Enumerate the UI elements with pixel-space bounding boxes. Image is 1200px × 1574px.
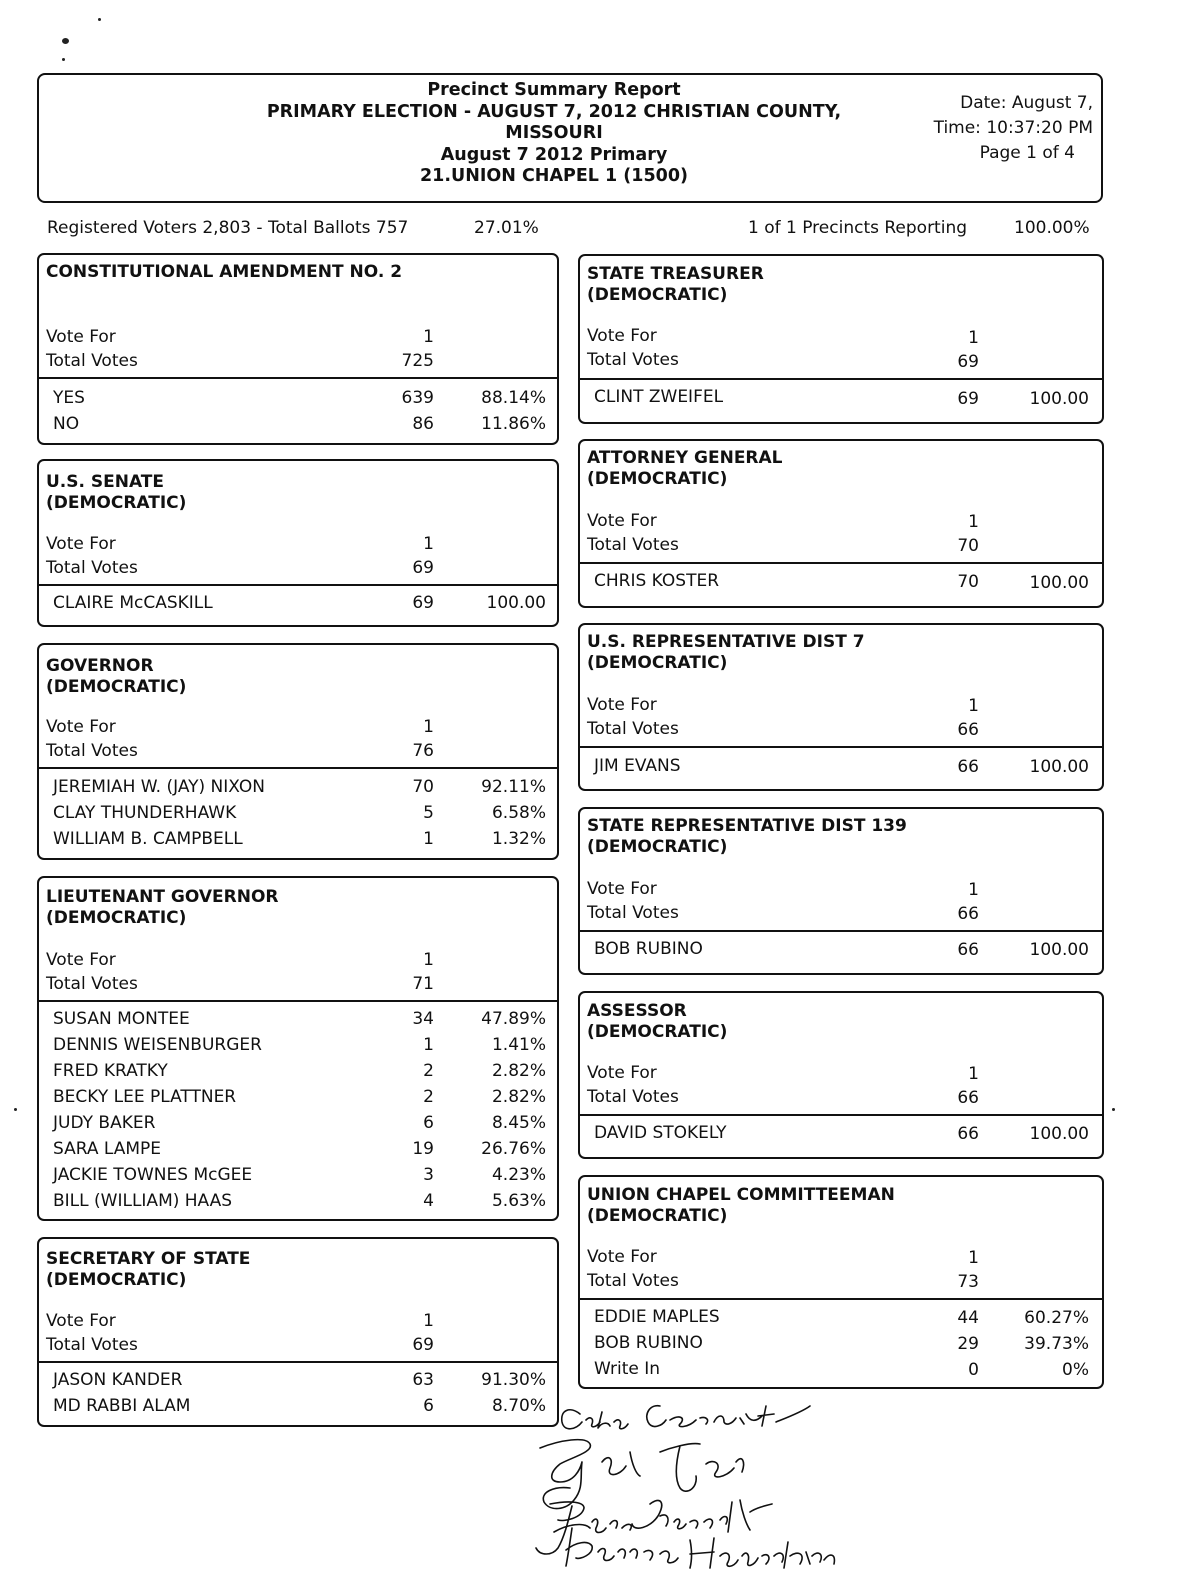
candidate-votes: 1 <box>423 829 434 849</box>
total-votes-value: 70 <box>957 536 979 556</box>
candidate-percent: 91.30% <box>481 1370 546 1390</box>
candidate-votes: 70 <box>957 572 979 592</box>
vote-for-label: Vote For <box>587 879 657 899</box>
race-secretary-of-state <box>37 1237 559 1427</box>
vote-for-label: Vote For <box>587 1247 657 1267</box>
vote-for-value: 1 <box>968 1248 979 1268</box>
race-state-treasurer <box>578 254 1104 424</box>
race-party: (DEMOCRATIC) <box>587 1206 728 1226</box>
total-votes-value: 66 <box>957 904 979 924</box>
candidate-name: JACKIE TOWNES McGEE <box>53 1165 253 1185</box>
candidate-percent: 4.23% <box>491 1165 546 1185</box>
divider <box>580 562 1102 564</box>
vote-for-value: 1 <box>423 1311 434 1331</box>
candidate-votes: 5 <box>423 803 434 823</box>
candidate-votes: 69 <box>412 593 434 613</box>
candidate-votes: 6 <box>423 1113 434 1133</box>
race-title: GOVERNOR <box>46 656 154 676</box>
candidate-percent: 100.00 <box>1029 940 1089 960</box>
divider <box>39 1000 557 1002</box>
candidate-percent: 8.70% <box>491 1396 546 1416</box>
race-committeeman <box>578 1175 1104 1389</box>
candidate-votes: 66 <box>957 1124 979 1144</box>
candidate-votes: 44 <box>957 1308 979 1328</box>
total-votes-label: Total Votes <box>587 1271 679 1291</box>
candidate-percent: 2.82% <box>491 1061 546 1081</box>
candidate-name: BILL (WILLIAM) HAAS <box>53 1191 233 1211</box>
total-votes-label: Total Votes <box>587 1087 679 1107</box>
candidate-name: CLINT ZWEIFEL <box>594 387 724 407</box>
race-title: UNION CHAPEL COMMITTEEMAN <box>587 1185 895 1205</box>
divider <box>580 746 1102 748</box>
candidate-votes: 6 <box>423 1396 434 1416</box>
race-title: LIEUTENANT GOVERNOR <box>46 887 279 907</box>
candidate-percent: 60.27% <box>1024 1308 1089 1328</box>
vote-for-value: 1 <box>968 696 979 716</box>
total-votes-value: 69 <box>412 558 434 578</box>
total-votes-label: Total Votes <box>46 351 138 371</box>
candidate-votes: 4 <box>423 1191 434 1211</box>
turnout-percent: 27.01% <box>474 218 539 238</box>
candidate-votes: 34 <box>412 1009 434 1029</box>
candidate-name: JEREMIAH W. (JAY) NIXON <box>53 777 265 797</box>
scan-speck <box>62 58 65 61</box>
total-votes-value: 69 <box>412 1335 434 1355</box>
candidate-percent: 8.45% <box>491 1113 546 1133</box>
vote-for-value: 1 <box>423 534 434 554</box>
registered-voters: Registered Voters 2,803 - Total Ballots 757 <box>47 218 409 238</box>
race-party: (DEMOCRATIC) <box>587 1022 728 1042</box>
candidate-votes: 639 <box>401 388 434 408</box>
candidate-percent: 1.41% <box>491 1035 546 1055</box>
race-party: (DEMOCRATIC) <box>46 677 187 697</box>
candidate-percent: 6.58% <box>491 803 546 823</box>
race-party: (DEMOCRATIC) <box>46 908 187 928</box>
total-votes-label: Total Votes <box>46 741 138 761</box>
election-date: August 7 2012 Primary <box>440 144 668 165</box>
race-party: (DEMOCRATIC) <box>46 493 187 513</box>
reporting-percent: 100.00% <box>1014 218 1090 238</box>
race-us-senate <box>37 459 559 627</box>
candidate-name: JUDY BAKER <box>53 1113 156 1133</box>
race-us-representative <box>578 623 1104 791</box>
candidate-percent: 92.11% <box>481 777 546 797</box>
race-title: CONSTITUTIONAL AMENDMENT NO. 2 <box>46 262 403 282</box>
vote-for-label: Vote For <box>587 695 657 715</box>
divider <box>39 1361 557 1363</box>
total-votes-value: 73 <box>957 1272 979 1292</box>
total-votes-label: Total Votes <box>587 350 679 370</box>
candidate-name: CHRIS KOSTER <box>594 571 720 591</box>
vote-for-label: Vote For <box>46 534 116 554</box>
candidate-percent: 39.73% <box>1024 1334 1089 1354</box>
race-party: (DEMOCRATIC) <box>587 469 728 489</box>
candidate-percent: 47.89% <box>481 1009 546 1029</box>
candidate-name: EDDIE MAPLES <box>594 1307 720 1327</box>
candidate-name: CLAIRE McCASKILL <box>53 593 213 613</box>
total-votes-label: Total Votes <box>46 974 138 994</box>
scan-speck <box>98 18 101 21</box>
race-party: (DEMOCRATIC) <box>587 837 728 857</box>
candidate-name: WILLIAM B. CAMPBELL <box>53 829 243 849</box>
candidate-percent: 11.86% <box>481 414 546 434</box>
candidate-name: DENNIS WEISENBURGER <box>53 1035 262 1055</box>
vote-for-value: 1 <box>968 328 979 348</box>
divider <box>39 584 557 586</box>
race-title: ATTORNEY GENERAL <box>587 448 783 468</box>
candidate-name: BOB RUBINO <box>594 939 703 959</box>
vote-for-label: Vote For <box>587 1063 657 1083</box>
race-attorney-general <box>578 439 1104 608</box>
total-votes-label: Total Votes <box>46 1335 138 1355</box>
divider <box>39 767 557 769</box>
vote-for-label: Vote For <box>46 327 116 347</box>
report-header <box>37 73 1103 203</box>
race-lieutenant-governor <box>37 876 559 1221</box>
vote-for-value: 1 <box>423 327 434 347</box>
signatures <box>510 1392 930 1574</box>
candidate-percent: 26.76% <box>481 1139 546 1159</box>
candidate-votes: 3 <box>423 1165 434 1185</box>
candidate-votes: 1 <box>423 1035 434 1055</box>
total-votes-label: Total Votes <box>587 719 679 739</box>
candidate-name: JIM EVANS <box>594 756 681 776</box>
candidate-name: FRED KRATKY <box>53 1061 168 1081</box>
candidate-name: SUSAN MONTEE <box>53 1009 190 1029</box>
precinct-name: 21.UNION CHAPEL 1 (1500) <box>419 166 688 186</box>
candidate-percent: 100.00 <box>1029 1124 1089 1144</box>
divider <box>580 378 1102 380</box>
candidate-name: BOB RUBINO <box>594 1333 703 1353</box>
vote-for-value: 1 <box>423 717 434 737</box>
candidate-name: MD RABBI ALAM <box>53 1396 191 1416</box>
total-votes-value: 66 <box>957 1088 979 1108</box>
election-name: PRIMARY ELECTION - AUGUST 7, 2012 CHRISTIAN COUNTY, <box>266 101 842 122</box>
candidate-votes: 29 <box>957 1334 979 1354</box>
candidate-percent: 88.14% <box>481 388 546 408</box>
vote-for-value: 1 <box>968 880 979 900</box>
total-votes-value: 69 <box>957 352 979 372</box>
scan-speck <box>14 1108 17 1111</box>
candidate-votes: 70 <box>412 777 434 797</box>
candidate-votes: 86 <box>412 414 434 434</box>
vote-for-label: Vote For <box>46 950 116 970</box>
vote-for-label: Vote For <box>587 511 657 531</box>
candidate-percent: 0% <box>1062 1360 1089 1380</box>
race-party: (DEMOCRATIC) <box>587 653 728 673</box>
race-title: SECRETARY OF STATE <box>46 1249 251 1269</box>
candidate-votes: 66 <box>957 757 979 777</box>
header-meta <box>934 91 1093 166</box>
candidate-percent: 100.00 <box>1029 573 1089 593</box>
candidate-votes: 63 <box>412 1370 434 1390</box>
candidate-name: NO <box>53 414 80 434</box>
divider <box>580 930 1102 932</box>
vote-for-value: 1 <box>968 512 979 532</box>
total-votes-value: 725 <box>401 351 434 371</box>
candidate-votes: 2 <box>423 1061 434 1081</box>
candidate-name: SARA LAMPE <box>53 1139 162 1159</box>
race-title: ASSESSOR <box>587 1001 687 1021</box>
report-title: Precinct Summary Report <box>427 80 681 100</box>
candidate-votes: 66 <box>957 940 979 960</box>
race-party: (DEMOCRATIC) <box>587 285 728 305</box>
candidate-name: BECKY LEE PLATTNER <box>53 1087 237 1107</box>
race-title: STATE REPRESENTATIVE DIST 139 <box>587 816 907 836</box>
candidate-votes: 69 <box>957 389 979 409</box>
total-votes-label: Total Votes <box>587 903 679 923</box>
race-state-representative <box>578 807 1104 975</box>
race-party: (DEMOCRATIC) <box>46 1270 187 1290</box>
divider <box>580 1298 1102 1300</box>
report-time: Time: 10:37:20 PM <box>933 118 1093 138</box>
election-state: MISSOURI <box>505 123 603 143</box>
candidate-percent: 5.63% <box>491 1191 546 1211</box>
candidate-votes: 2 <box>423 1087 434 1107</box>
total-votes-value: 76 <box>412 741 434 761</box>
divider <box>580 1114 1102 1116</box>
candidate-percent: 100.00 <box>1029 757 1089 777</box>
signature-2 <box>540 1440 744 1509</box>
candidate-votes: 0 <box>968 1360 979 1380</box>
precincts-reporting: 1 of 1 Precincts Reporting <box>748 218 968 238</box>
candidate-percent: 1.32% <box>491 829 546 849</box>
candidate-percent: 2.82% <box>491 1087 546 1107</box>
race-title: U.S. REPRESENTATIVE DIST 7 <box>587 632 865 652</box>
vote-for-label: Vote For <box>46 717 116 737</box>
vote-for-label: Vote For <box>46 1311 116 1331</box>
candidate-name: DAVID STOKELY <box>594 1123 727 1143</box>
signature-1 <box>562 1406 810 1429</box>
candidate-percent: 100.00 <box>1029 389 1089 409</box>
race-title: STATE TREASURER <box>587 264 764 284</box>
candidate-name: Write In <box>594 1359 661 1379</box>
total-votes-label: Total Votes <box>587 535 679 555</box>
report-date: Date: August 7, <box>960 93 1093 113</box>
vote-for-value: 1 <box>423 950 434 970</box>
candidate-votes: 19 <box>412 1139 434 1159</box>
candidate-name: CLAY THUNDERHAWK <box>53 803 237 823</box>
race-amendment <box>37 253 559 445</box>
total-votes-value: 71 <box>412 974 434 994</box>
page-number: Page 1 of 4 <box>979 143 1075 163</box>
race-governor <box>37 643 559 860</box>
race-title: U.S. SENATE <box>46 472 165 492</box>
scan-speck <box>1112 1108 1115 1111</box>
candidate-name: JASON KANDER <box>53 1370 183 1390</box>
candidate-percent: 100.00 <box>486 593 546 613</box>
divider <box>39 377 557 379</box>
race-assessor <box>578 991 1104 1159</box>
candidate-name: YES <box>53 388 85 408</box>
total-votes-value: 66 <box>957 720 979 740</box>
scan-speck <box>62 38 69 44</box>
total-votes-label: Total Votes <box>46 558 138 578</box>
vote-for-value: 1 <box>968 1064 979 1084</box>
vote-for-label: Vote For <box>587 326 657 346</box>
